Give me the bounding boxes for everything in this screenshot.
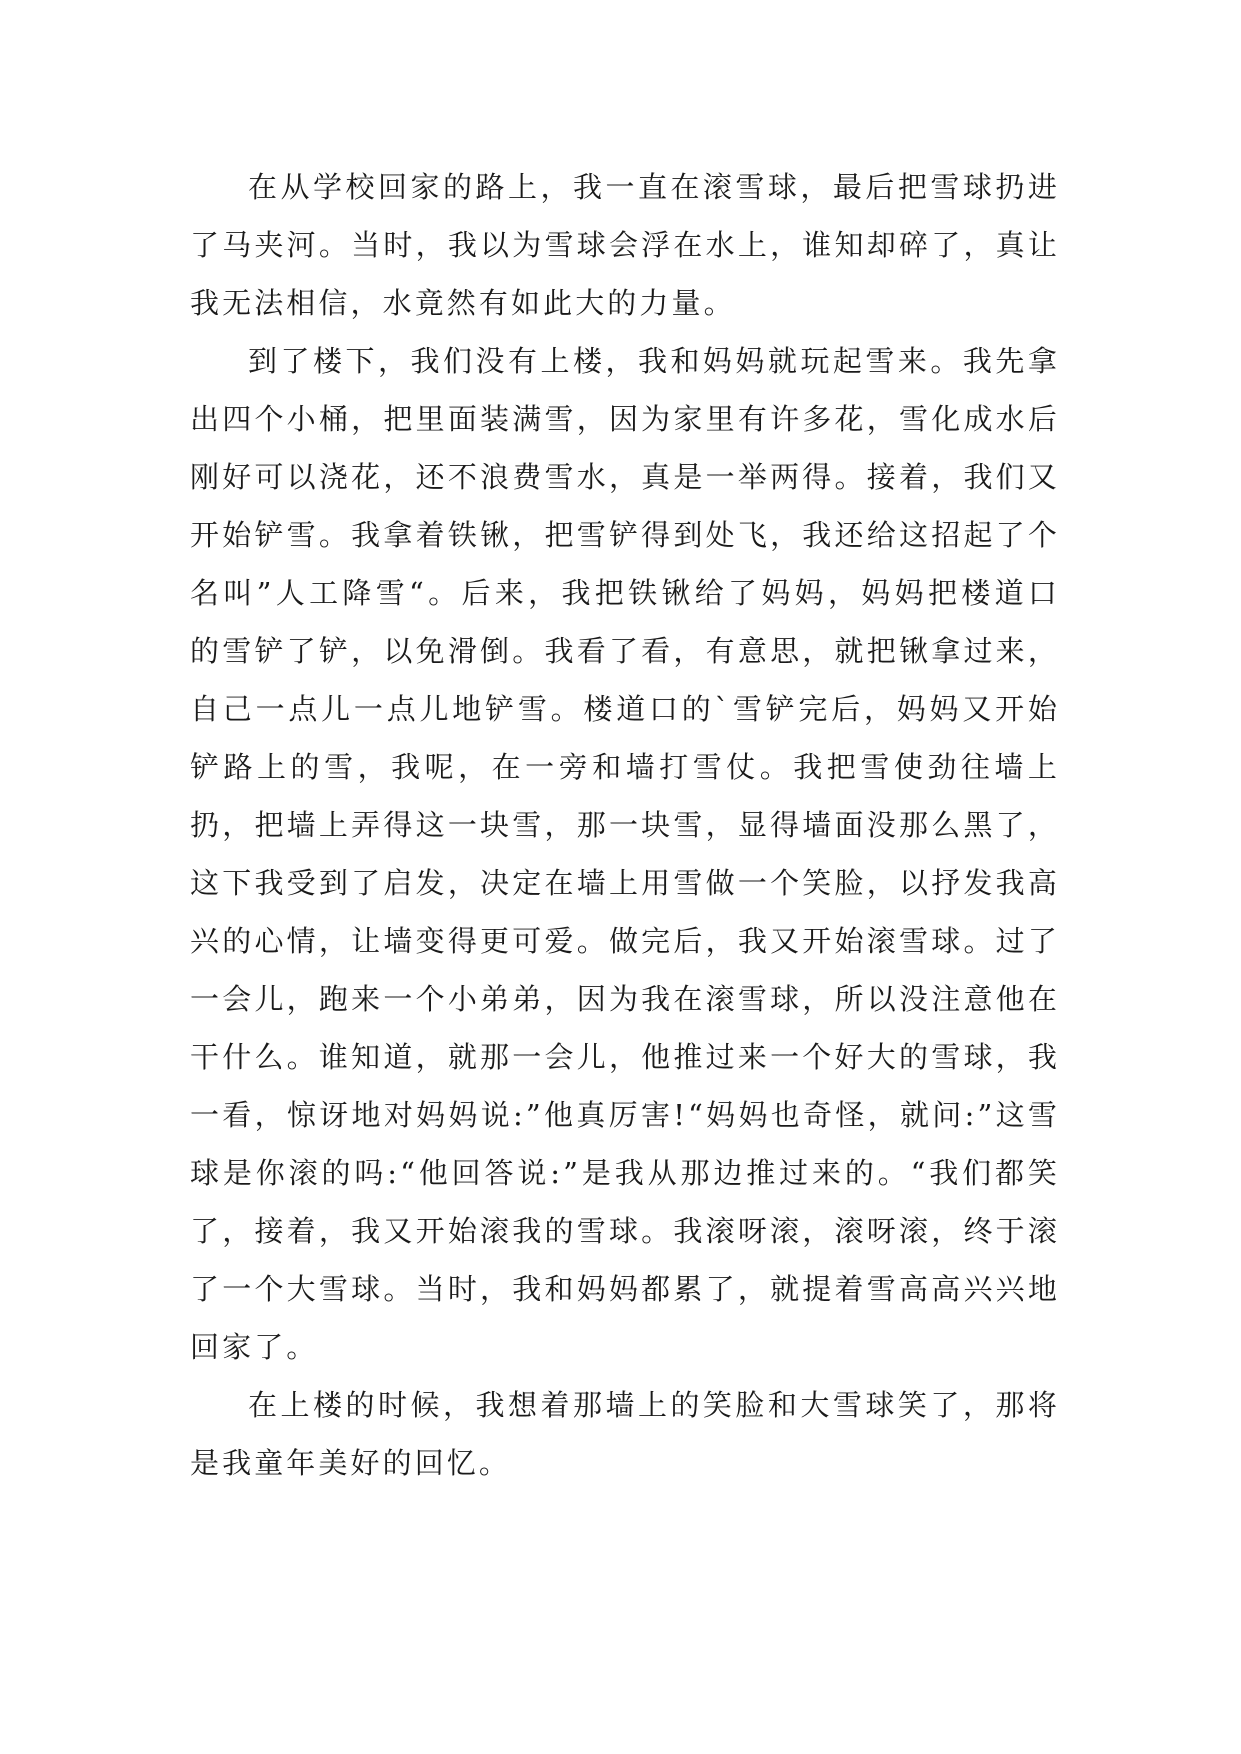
document-body — [190, 158, 1060, 1492]
paragraph-2: 到了楼下，我们没有上楼，我和妈妈就玩起雪来。我先拿出四个小桶，把里面装满雪，因为家里有许多花，雪化成水后刚好可以浇花，还不浪费雪水，真是一举两得。接着，我们又开始铲雪。我拿着铁锹，把雪铲得到处飞，我还给这招起了个名叫”人工降雪“。后来，我把铁锹给了妈妈，妈妈把楼道口的雪铲了铲，以免滑倒。我看了看，有意思，就把锹拿过来，自己一点儿一点儿地铲雪。楼道口的`雪铲完后，妈妈又开始铲路上的雪，我呢，在一旁和墙打雪仗。我把雪使劲往墙上扔，把墙上弄得这一块雪，那一块雪，显得墙面没那么黑了，这下我受到了启发，决定在墙上用雪做一个笑脸，以抒发我高兴的心情，让墙变得更可爱。做完后，我又开始滚雪球。过了一会儿，跑来一个小弟弟，因为我在滚雪球，所以没注意他在干什么。谁知道，就那一会儿，他推过来一个好大的雪球，我一看，惊讶地对妈妈说:”他真厉害!“妈妈也奇怪，就问:”这雪球是你滚的吗:“他回答说:”是我从那边推过来的。“我们都笑了，接着，我又开始滚我的雪球。我滚呀滚，滚呀滚，终于滚了一个大雪球。当时，我和妈妈都累了，就提着雪高高兴兴地回家了。 — [190, 344, 1060, 1364]
paragraph-3: 在上楼的时候，我想着那墙上的笑脸和大雪球笑了，那将是我童年美好的回忆。 — [190, 1388, 1060, 1480]
paragraph-1: 在从学校回家的路上，我一直在滚雪球，最后把雪球扔进了马夹河。当时，我以为雪球会浮在水上，谁知却碎了，真让我无法相信，水竟然有如此大的力量。 — [190, 170, 1060, 320]
